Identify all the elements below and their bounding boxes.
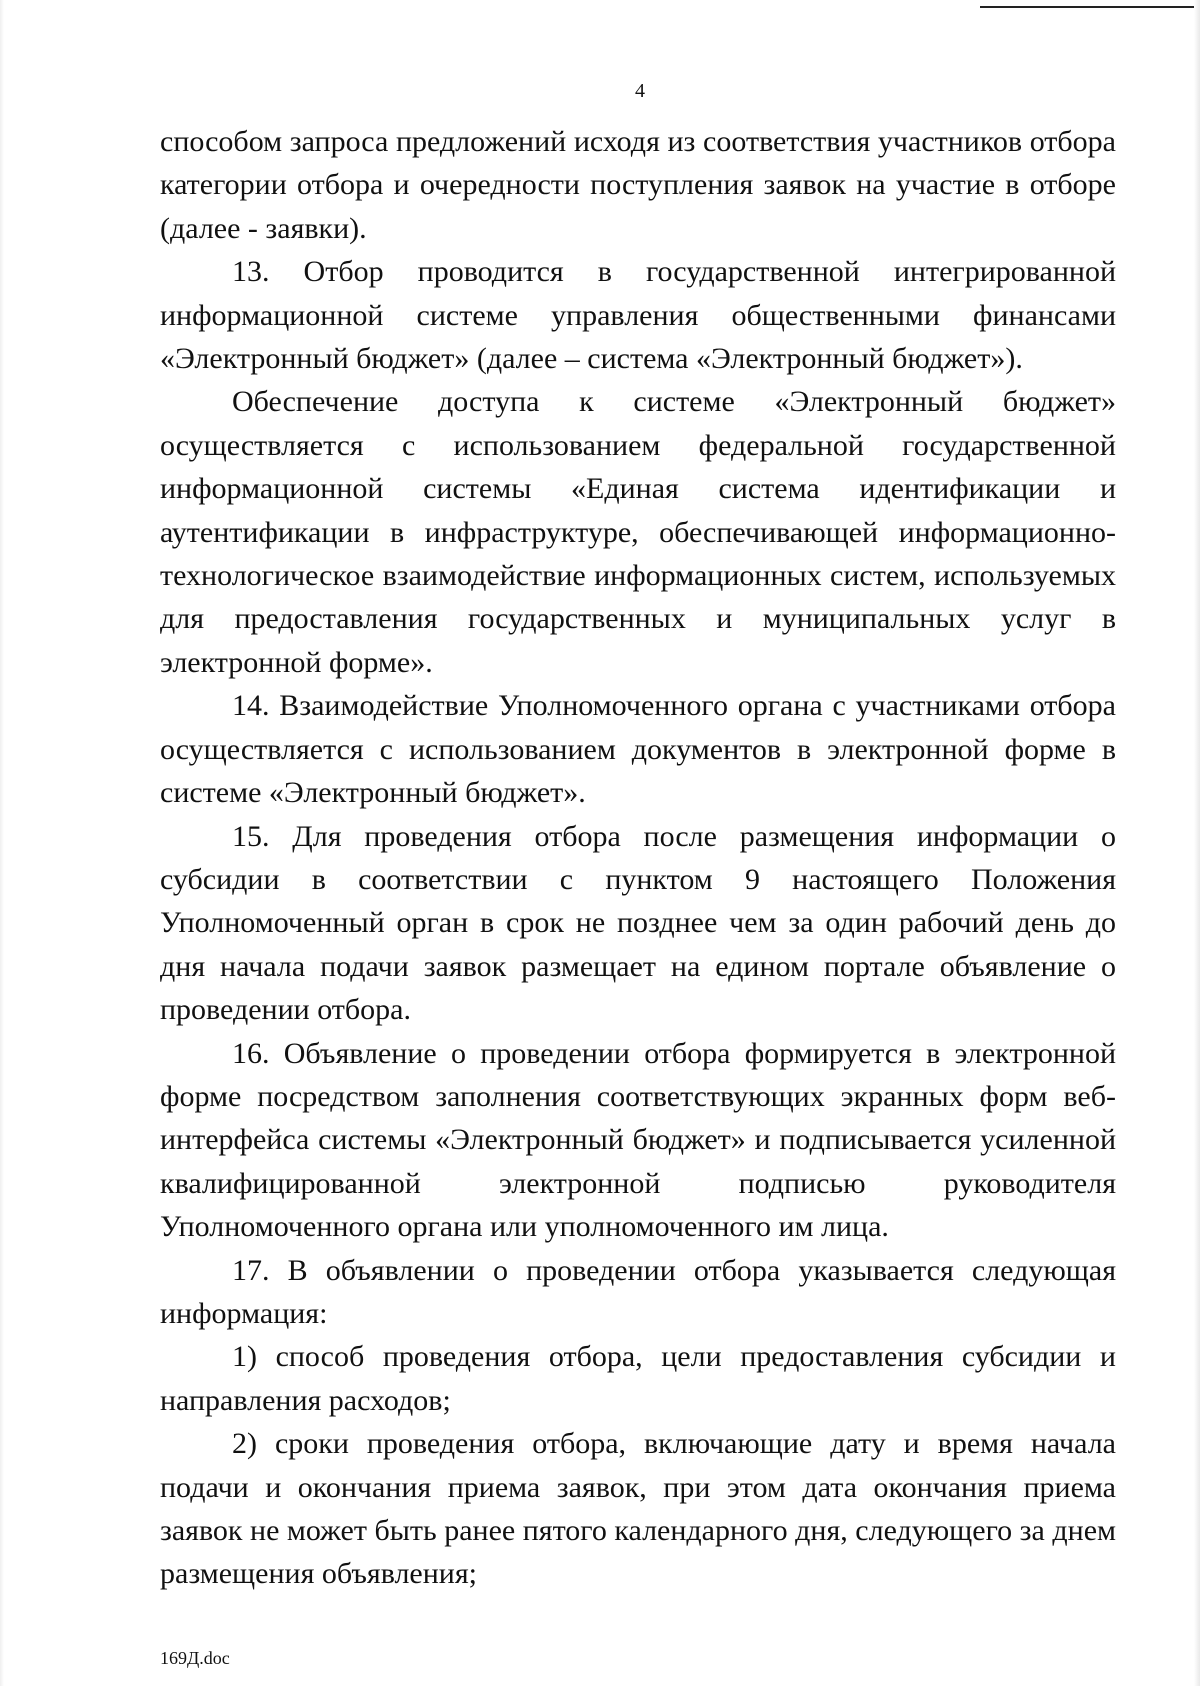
footer-filename: 169Д.doc (160, 1648, 230, 1668)
paragraph-13-access: Обеспечение доступа к системе «Электронный бюджет» осуществляется с использованием федеральной государственной информационной системы «Единая система идентификации и аутентификации в инфраструктуре, обеспечивающей информационно-технологическое взаимодействие информационных систем, используемых для предоставления государственных и муниципальных услуг в электронной форме». (160, 385, 1116, 679)
scan-edge-left (0, 0, 4, 1686)
paragraph-16: 16. Объявление о проведении отбора формируется в электронной форме посредством заполнения соответствующих экранных форм веб-интерфейса системы «Электронный бюджет» и подписывается усиленной квалифицированной электронной подписью руководителя Уполномоченного органа или уполномоченного им лица. (160, 1036, 1116, 1244)
paragraph-17-item-2: 2) сроки проведения отбора, включающие дату и время начала подачи и окончания приема заявок, при этом дата окончания приема заявок не может быть ранее пятого календарного дня, следующего за днем размещения объявления; (160, 1427, 1116, 1591)
document-body (160, 120, 1116, 1596)
paragraph-continuation: способом запроса предложений исходя из соответствия участников отбора категории отбора и очередности поступления заявок на участие в отборе (далее - заявки). (160, 125, 1116, 245)
paragraph-17: 17. В объявлении о проведении отбора указывается следующая информация: (160, 1253, 1116, 1330)
paragraph-14: 14. Взаимодействие Уполномоченного органа с участниками отбора осуществляется с использованием документов в электронной форме в системе «Электронный бюджет». (160, 689, 1116, 810)
scan-edge-line (980, 6, 1200, 8)
paragraph-15: 15. Для проведения отбора после размещения информации о субсидии в соответствии с пунктом 9 настоящего Положения Уполномоченный орган в срок не позднее чем за один рабочий день до дня начала подачи заявок размещает на едином портале объявление о проведении отбора. (160, 819, 1116, 1027)
page-number: 4 (635, 80, 645, 102)
scan-edge-right (1194, 0, 1200, 1686)
paragraph-13: 13. Отбор проводится в государственной интегрированной информационной системе управления общественными финансами «Электронный бюджет» (далее – система «Электронный бюджет»). (160, 255, 1116, 376)
paragraph-17-item-1: 1) способ проведения отбора, цели предоставления субсидии и направления расходов; (160, 1340, 1116, 1417)
